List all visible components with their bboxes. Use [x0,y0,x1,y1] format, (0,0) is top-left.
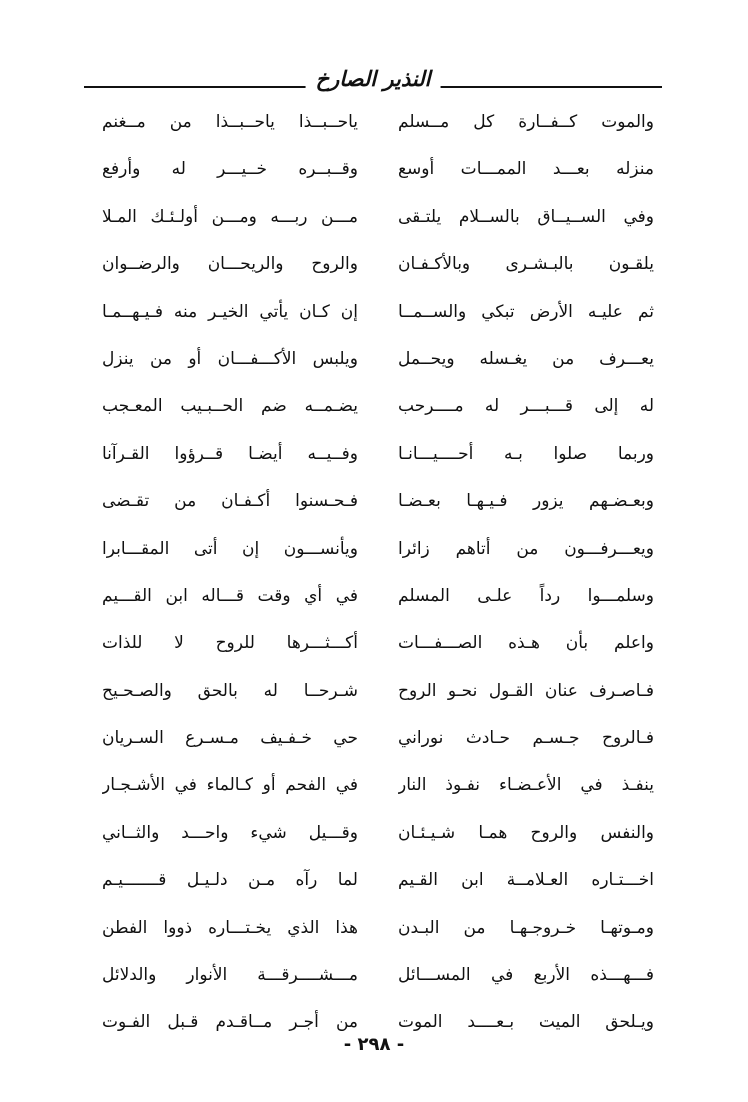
verse-second-hemistich: وقــبــره خــيـــر له وأرفع [102,159,358,180]
verse-second-hemistich: ويلبس الأكـــفـــان أو من ينزل [102,348,358,369]
verse-second-hemistich: فـحـسنوا أكـفـان من تقـضى [102,491,358,512]
verse-second-hemistich: ويأنســـون إن أتى المقـــابرا [102,538,358,559]
verse-line [92,809,662,856]
verse-line [92,619,662,666]
verse-first-hemistich: يلقـون بالبـشـرى وبالأكـفـان [398,254,654,275]
verse-line [92,572,662,619]
verse-second-hemistich: مـــشــــرقـــة الأنوار والدلائل [102,965,358,986]
verse-line [92,382,662,429]
verse-second-hemistich: إن كـان يأتي الخيـر منه فـيـهــمـا [102,301,358,322]
verse-line [92,240,662,287]
verse-line [92,856,662,903]
verse-first-hemistich: يعـــرف من يغـسله ويحــمل [398,348,654,369]
verse-second-hemistich: وفــيــه أيضـا قــرؤوا القـرآنا [102,443,358,464]
verse-second-hemistich: وقـــيل شيء واحـــد والثــاني [102,822,358,843]
verse-second-hemistich: من أجـر مــاقـدم قـبل الفـوت [102,1012,358,1033]
running-header [84,62,662,98]
verse-first-hemistich: فـالروح جـسـم حـادث نوراني [398,728,654,749]
verse-second-hemistich: لما رآه مـن دلـيـل قـــــــيـم [102,870,358,891]
verse-first-hemistich: فـــهـــذه الأربع في المســـائل [398,965,654,986]
verse-line [92,430,662,477]
verse-line [92,288,662,335]
verse-line [92,904,662,951]
verse-line [92,714,662,761]
verse-first-hemistich: ينفـذ في الأعـضـاء نفـوذ النار [398,775,654,796]
verse-line [92,761,662,808]
verse-second-hemistich: شـرحــا له بالحق والصـحـيح [102,680,358,701]
verse-first-hemistich: له إلى قـــبـــر له مــــرحب [398,396,654,417]
verse-second-hemistich: والروح والريحـــان والرضــوان [102,254,358,275]
verse-first-hemistich: اخـــتـاره العـلامــة ابن القـيم [398,870,654,891]
verse-line [92,525,662,572]
verse-first-hemistich: وربما صلوا بـه أحــــيـــانـا [398,443,654,464]
verse-first-hemistich: وفي الســيــاق بالســلام يلتـقى [398,206,654,227]
verse-line [92,667,662,714]
verse-first-hemistich: وبعـضـهم يزور فـيـهـا بعـضـا [398,491,654,512]
verse-first-hemistich: فـاصـرف عنان القـول نحـو الروح [398,680,654,701]
verse-second-hemistich: حي خـفـيف مـسـرع السـريان [102,728,358,749]
verse-first-hemistich: منزله بعـــد الممـــات أوسع [398,159,654,180]
verse-line [92,145,662,192]
verse-first-hemistich: ومـوتهـا خـروجـهـا من البـدن [398,917,654,938]
verse-first-hemistich: والموت كــفــارة كل مــسلم [398,112,654,132]
verse-second-hemistich: في الفحم أو كـالماء في الأشـجـار [102,775,358,796]
verse-line [92,335,662,382]
verse-first-hemistich: واعلم بأن هـذه الصـــفـــات [398,633,654,654]
verse-second-hemistich: يضـمــه ضم الحــبـيب المعـجب [102,396,358,417]
verse-second-hemistich: أكـــثـــرها للروح لا للذات [102,633,358,654]
verse-first-hemistich: والنفس والروح همـا شـيـئـان [398,822,654,843]
header-title: النذير الصارخ [306,66,441,92]
poem-verses [92,98,662,1046]
verse-line [92,477,662,524]
verse-first-hemistich: ويعـــرفـــون من أتاهم زائرا [398,538,654,559]
verse-second-hemistich: هذا الذي يخـتـــاره ذووا الفطن [102,917,358,938]
verse-line [92,98,662,145]
verse-line [92,951,662,998]
verse-first-hemistich: ثم عليـه الأرض تبكي والســمــا [398,301,654,322]
verse-first-hemistich: وسلمـــوا رداً علـى المسلم [398,585,654,606]
verse-second-hemistich: مـــن ربـــه ومـــن أولـئـك المـلا [102,206,358,227]
verse-second-hemistich: ياحــبــذا ياحــبــذا من مــغنم [102,112,358,132]
verse-first-hemistich: ويـلحق الميت بـعــــد الموت [398,1012,654,1033]
verse-second-hemistich: في أي وقت قـــاله ابن القـــيم [102,585,358,606]
page-number: - ٢٩٨ - [343,1034,405,1055]
verse-line [92,193,662,240]
